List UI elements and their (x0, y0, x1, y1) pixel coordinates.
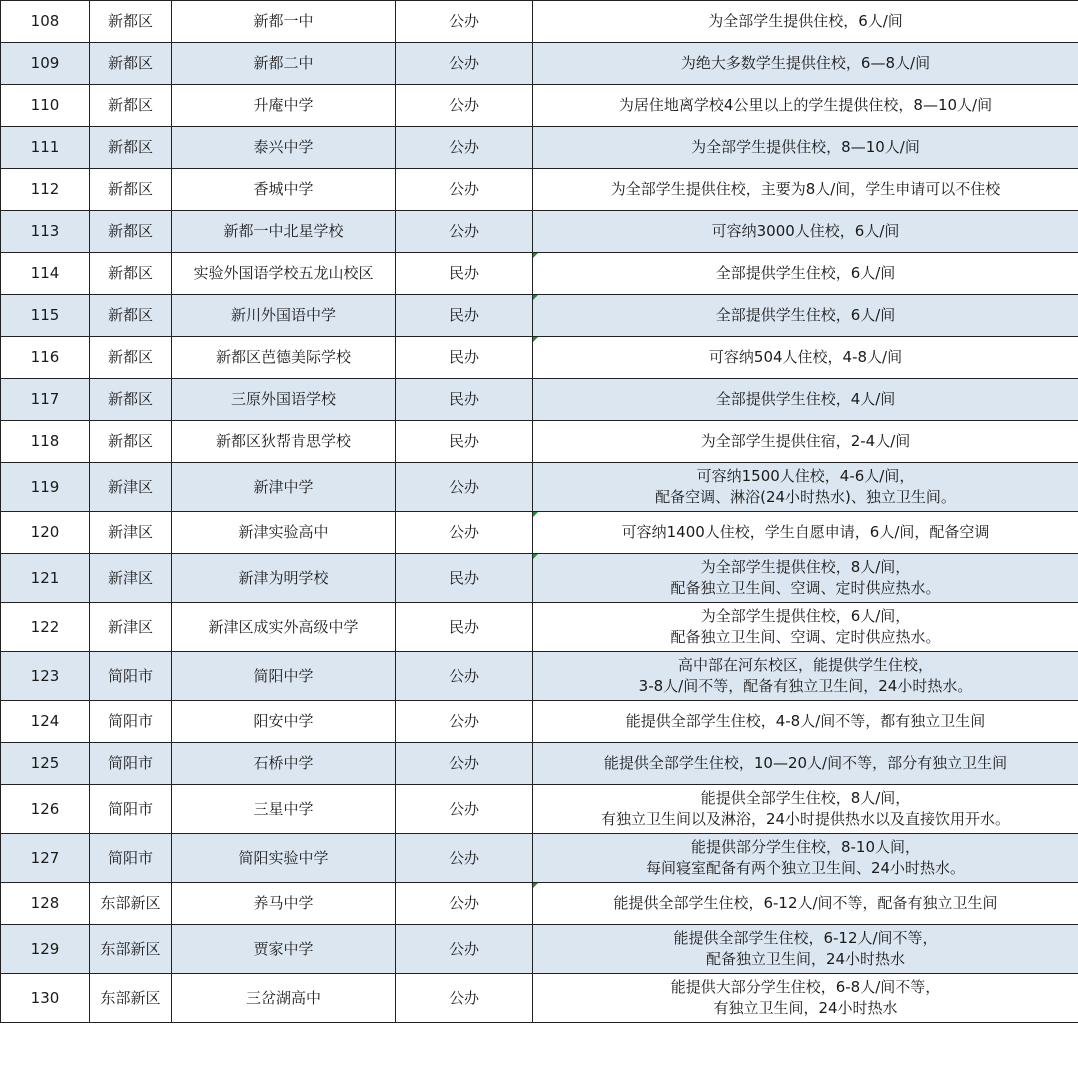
cell-school-type: 公办 (396, 1, 533, 43)
description-line: 配备空调、淋浴(24小时热水)、独立卫生间。 (655, 488, 956, 506)
table-row (1, 883, 1078, 925)
cell-school-name: 贾家中学 (172, 925, 396, 974)
cell-school-type: 公办 (396, 974, 533, 1023)
cell-school-type: 公办 (396, 43, 533, 85)
cell-boarding-description (533, 652, 1078, 701)
cell-number: 122 (1, 603, 90, 652)
cell-school-type: 民办 (396, 337, 533, 379)
cell-district: 简阳市 (90, 701, 172, 743)
description-line: 为全部学生提供住宿，2-4人/间 (700, 432, 911, 450)
description-line: 配备独立卫生间、空调、定时供应热水。 (670, 628, 941, 646)
cell-district: 东部新区 (90, 974, 172, 1023)
description-line: 为居住地离学校4公里以上的学生提供住校，8—10人/间 (618, 96, 993, 114)
description-line: 能提供大部分学生住校，6-8人/间不等， (670, 978, 941, 996)
description-line: 可容纳504人住校，4-8人/间 (708, 348, 903, 366)
cell-school-type: 民办 (396, 603, 533, 652)
cell-boarding-description (533, 883, 1078, 925)
table-row (1, 701, 1078, 743)
cell-school-name: 新津区成实外高级中学 (172, 603, 396, 652)
cell-boarding-description (533, 701, 1078, 743)
cell-number: 119 (1, 463, 90, 512)
table-row (1, 974, 1078, 1023)
cell-school-name: 简阳中学 (172, 652, 396, 701)
description-line: 可容纳1500人住校，4-6人/间， (696, 467, 915, 485)
cell-school-type: 民办 (396, 554, 533, 603)
cell-school-type: 公办 (396, 925, 533, 974)
cell-boarding-description (533, 169, 1078, 211)
cell-school-type: 公办 (396, 127, 533, 169)
cell-school-name: 三原外国语学校 (172, 379, 396, 421)
description-line: 为全部学生提供住校，主要为8人/间，学生申请可以不住校 (610, 180, 1001, 198)
cell-school-name: 新津中学 (172, 463, 396, 512)
table-row (1, 834, 1078, 883)
cell-school-type: 公办 (396, 743, 533, 785)
cell-school-type: 公办 (396, 463, 533, 512)
description-line: 为绝大多数学生提供住校，6—8人/间 (680, 54, 931, 72)
table-row (1, 512, 1078, 554)
cell-boarding-description (533, 421, 1078, 463)
cell-school-type: 公办 (396, 652, 533, 701)
cell-school-name: 新都二中 (172, 43, 396, 85)
description-line: 能提供全部学生住校，6-12人/间不等，配备有独立卫生间 (613, 894, 998, 912)
table-row (1, 743, 1078, 785)
cell-school-type: 公办 (396, 834, 533, 883)
table-row (1, 652, 1078, 701)
cell-school-name: 三岔湖高中 (172, 974, 396, 1023)
cell-boarding-description (533, 1, 1078, 43)
cell-district: 新都区 (90, 337, 172, 379)
cell-boarding-description (533, 512, 1078, 554)
description-line: 配备独立卫生间，24小时热水 (705, 950, 906, 968)
cell-number: 108 (1, 1, 90, 43)
cell-number: 109 (1, 43, 90, 85)
table-row (1, 603, 1078, 652)
cell-number: 120 (1, 512, 90, 554)
cell-boarding-description (533, 554, 1078, 603)
cell-number: 127 (1, 834, 90, 883)
cell-comment-marker (533, 295, 538, 300)
cell-number: 112 (1, 169, 90, 211)
cell-comment-marker (533, 883, 538, 888)
cell-school-type: 公办 (396, 701, 533, 743)
cell-school-type: 公办 (396, 883, 533, 925)
cell-district: 新都区 (90, 211, 172, 253)
cell-school-type: 民办 (396, 253, 533, 295)
cell-school-name: 泰兴中学 (172, 127, 396, 169)
cell-district: 简阳市 (90, 785, 172, 834)
description-line: 能提供全部学生住校，10—20人/间不等，部分有独立卫生间 (603, 754, 1008, 772)
cell-district: 新津区 (90, 463, 172, 512)
cell-comment-marker (533, 253, 538, 258)
cell-boarding-description (533, 85, 1078, 127)
table-row (1, 85, 1078, 127)
cell-school-name: 升庵中学 (172, 85, 396, 127)
cell-district: 新津区 (90, 512, 172, 554)
cell-number: 113 (1, 211, 90, 253)
description-line: 全部提供学生住校，4人/间 (715, 390, 896, 408)
cell-number: 116 (1, 337, 90, 379)
cell-district: 新津区 (90, 554, 172, 603)
description-line: 全部提供学生住校，6人/间 (715, 306, 896, 324)
table-row (1, 169, 1078, 211)
cell-number: 111 (1, 127, 90, 169)
cell-school-name: 新川外国语中学 (172, 295, 396, 337)
cell-number: 121 (1, 554, 90, 603)
cell-number: 123 (1, 652, 90, 701)
table-row (1, 337, 1078, 379)
cell-district: 新都区 (90, 253, 172, 295)
cell-school-name: 香城中学 (172, 169, 396, 211)
cell-school-type: 公办 (396, 785, 533, 834)
description-line: 能提供全部学生住校，6-12人/间不等， (673, 929, 938, 947)
description-line: 能提供全部学生住校，8人/间， (700, 789, 911, 807)
cell-number: 130 (1, 974, 90, 1023)
description-line: 为全部学生提供住校，8人/间， (700, 558, 911, 576)
cell-school-name: 新都一中北星学校 (172, 211, 396, 253)
cell-boarding-description (533, 603, 1078, 652)
cell-number: 117 (1, 379, 90, 421)
cell-boarding-description (533, 743, 1078, 785)
description-line: 高中部在河东校区，能提供学生住校， (677, 656, 933, 674)
table-row (1, 295, 1078, 337)
description-line: 为全部学生提供住校，6人/间 (708, 12, 903, 30)
cell-school-name: 阳安中学 (172, 701, 396, 743)
table-row (1, 379, 1078, 421)
cell-school-name: 新都区狄帮肯思学校 (172, 421, 396, 463)
cell-school-name: 简阳实验中学 (172, 834, 396, 883)
cell-number: 128 (1, 883, 90, 925)
cell-boarding-description (533, 253, 1078, 295)
cell-district: 简阳市 (90, 743, 172, 785)
cell-school-type: 民办 (396, 421, 533, 463)
cell-school-name: 石桥中学 (172, 743, 396, 785)
cell-district: 新都区 (90, 421, 172, 463)
cell-district: 简阳市 (90, 652, 172, 701)
table-row (1, 421, 1078, 463)
cell-number: 115 (1, 295, 90, 337)
cell-boarding-description (533, 463, 1078, 512)
description-line: 有独立卫生间以及淋浴，24小时提供热水以及直接饮用开水。 (600, 810, 1011, 828)
description-line: 为全部学生提供住校，8—10人/间 (691, 138, 920, 156)
cell-comment-marker (533, 337, 538, 342)
cell-number: 114 (1, 253, 90, 295)
table-row (1, 43, 1078, 85)
description-line: 全部提供学生住校，6人/间 (715, 264, 896, 282)
cell-comment-marker (533, 512, 538, 517)
cell-boarding-description (533, 925, 1078, 974)
cell-district: 新都区 (90, 379, 172, 421)
cell-school-type: 民办 (396, 379, 533, 421)
table-row (1, 554, 1078, 603)
table-row (1, 785, 1078, 834)
cell-school-type: 公办 (396, 85, 533, 127)
cell-district: 新都区 (90, 295, 172, 337)
description-line: 有独立卫生间，24小时热水 (713, 999, 898, 1017)
cell-school-name: 新都一中 (172, 1, 396, 43)
cell-district: 东部新区 (90, 883, 172, 925)
description-line: 可容纳3000人住校，6人/间 (711, 222, 900, 240)
cell-district: 新都区 (90, 85, 172, 127)
cell-district: 新津区 (90, 603, 172, 652)
cell-district: 新都区 (90, 43, 172, 85)
description-line: 可容纳1400人住校，学生自愿申请，6人/间，配备空调 (621, 523, 990, 541)
description-line: 能提供全部学生住校，4-8人/间不等，都有独立卫生间 (625, 712, 986, 730)
cell-school-type: 公办 (396, 211, 533, 253)
cell-number: 126 (1, 785, 90, 834)
table-body (1, 1, 1078, 1023)
cell-boarding-description (533, 43, 1078, 85)
table-row (1, 463, 1078, 512)
cell-school-type: 民办 (396, 295, 533, 337)
cell-school-name: 实验外国语学校五龙山校区 (172, 253, 396, 295)
cell-number: 125 (1, 743, 90, 785)
cell-district: 简阳市 (90, 834, 172, 883)
cell-school-name: 新津实验高中 (172, 512, 396, 554)
cell-number: 129 (1, 925, 90, 974)
cell-boarding-description (533, 834, 1078, 883)
description-line: 3-8人/间不等，配备有独立卫生间，24小时热水。 (638, 677, 973, 695)
cell-school-name: 新津为明学校 (172, 554, 396, 603)
cell-number: 118 (1, 421, 90, 463)
cell-number: 110 (1, 85, 90, 127)
cell-school-name: 养马中学 (172, 883, 396, 925)
description-line: 能提供部分学生住校，8-10人间， (690, 838, 921, 856)
cell-district: 新都区 (90, 169, 172, 211)
description-line: 配备独立卫生间、空调、定时供应热水。 (670, 579, 941, 597)
table-row (1, 253, 1078, 295)
cell-district: 新都区 (90, 1, 172, 43)
cell-comment-marker (533, 554, 538, 559)
cell-boarding-description (533, 379, 1078, 421)
cell-boarding-description (533, 211, 1078, 253)
table-row (1, 925, 1078, 974)
cell-school-name: 三星中学 (172, 785, 396, 834)
cell-school-type: 公办 (396, 169, 533, 211)
cell-boarding-description (533, 127, 1078, 169)
cell-school-name: 新都区芭德美际学校 (172, 337, 396, 379)
table-row (1, 127, 1078, 169)
description-line: 为全部学生提供住校，6人/间， (700, 607, 911, 625)
cell-boarding-description (533, 974, 1078, 1023)
cell-number: 124 (1, 701, 90, 743)
cell-district: 新都区 (90, 127, 172, 169)
description-line: 每间寝室配备有两个独立卫生间、24小时热水。 (645, 859, 966, 877)
cell-boarding-description (533, 295, 1078, 337)
table-row (1, 211, 1078, 253)
cell-school-type: 公办 (396, 512, 533, 554)
cell-boarding-description (533, 337, 1078, 379)
cell-boarding-description (533, 785, 1078, 834)
cell-district: 东部新区 (90, 925, 172, 974)
table-row (1, 1, 1078, 43)
